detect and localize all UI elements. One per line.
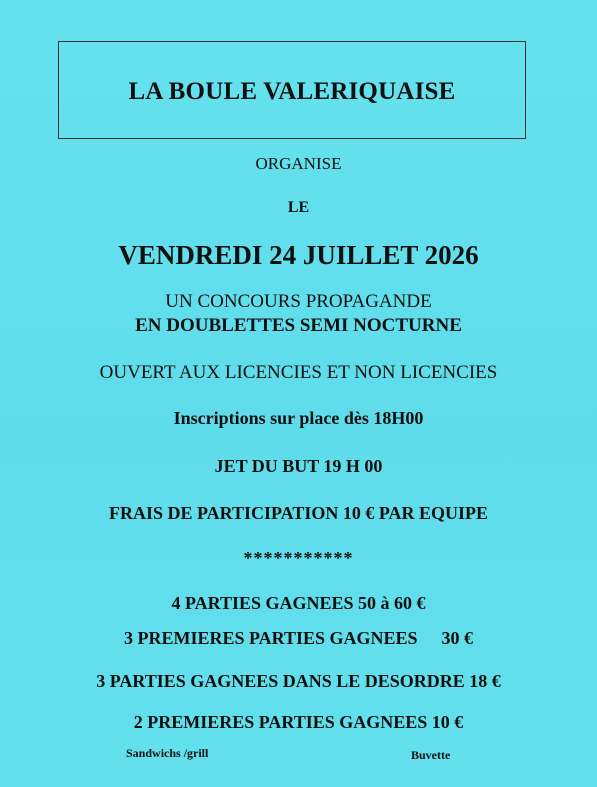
separator-stars: *********** bbox=[243, 548, 354, 568]
start-time-text: JET DU BUT 19 H 00 bbox=[214, 456, 383, 476]
poster-title: LA BOULE VALERIQUAISE bbox=[128, 78, 456, 105]
prize-amount: 30 € bbox=[441, 628, 474, 648]
fee-text: FRAIS DE PARTICIPATION 10 € PAR EQUIPE bbox=[108, 503, 489, 523]
footer-food: Sandwichs /grill bbox=[126, 746, 209, 760]
concours-line-1: UN CONCOURS PROPAGANDE bbox=[165, 291, 432, 312]
eligibility-text: OUVERT AUX LICENCIES ET NON LICENCIES bbox=[99, 362, 498, 383]
le-text: LE bbox=[287, 199, 310, 216]
prize-line bbox=[0, 628, 597, 649]
prize-line: 3 PARTIES GAGNEES DANS LE DESORDRE 18 € bbox=[96, 671, 501, 691]
prize-label: 3 PREMIERES PARTIES GAGNEES bbox=[123, 628, 418, 648]
registration-text: Inscriptions sur place dès 18H00 bbox=[173, 408, 424, 428]
prize-line: 2 PREMIERES PARTIES GAGNEES 10 € bbox=[133, 712, 464, 732]
concours-line-2: EN DOUBLETTES SEMI NOCTURNE bbox=[135, 315, 462, 336]
organise-text: ORGANISE bbox=[255, 154, 342, 173]
title-box bbox=[58, 41, 526, 139]
prize-line: 4 PARTIES GAGNEES 50 à 60 € bbox=[171, 593, 426, 613]
footer-bar: Buvette bbox=[411, 748, 451, 762]
event-date: VENDREDI 24 JUILLET 2026 bbox=[118, 240, 479, 270]
